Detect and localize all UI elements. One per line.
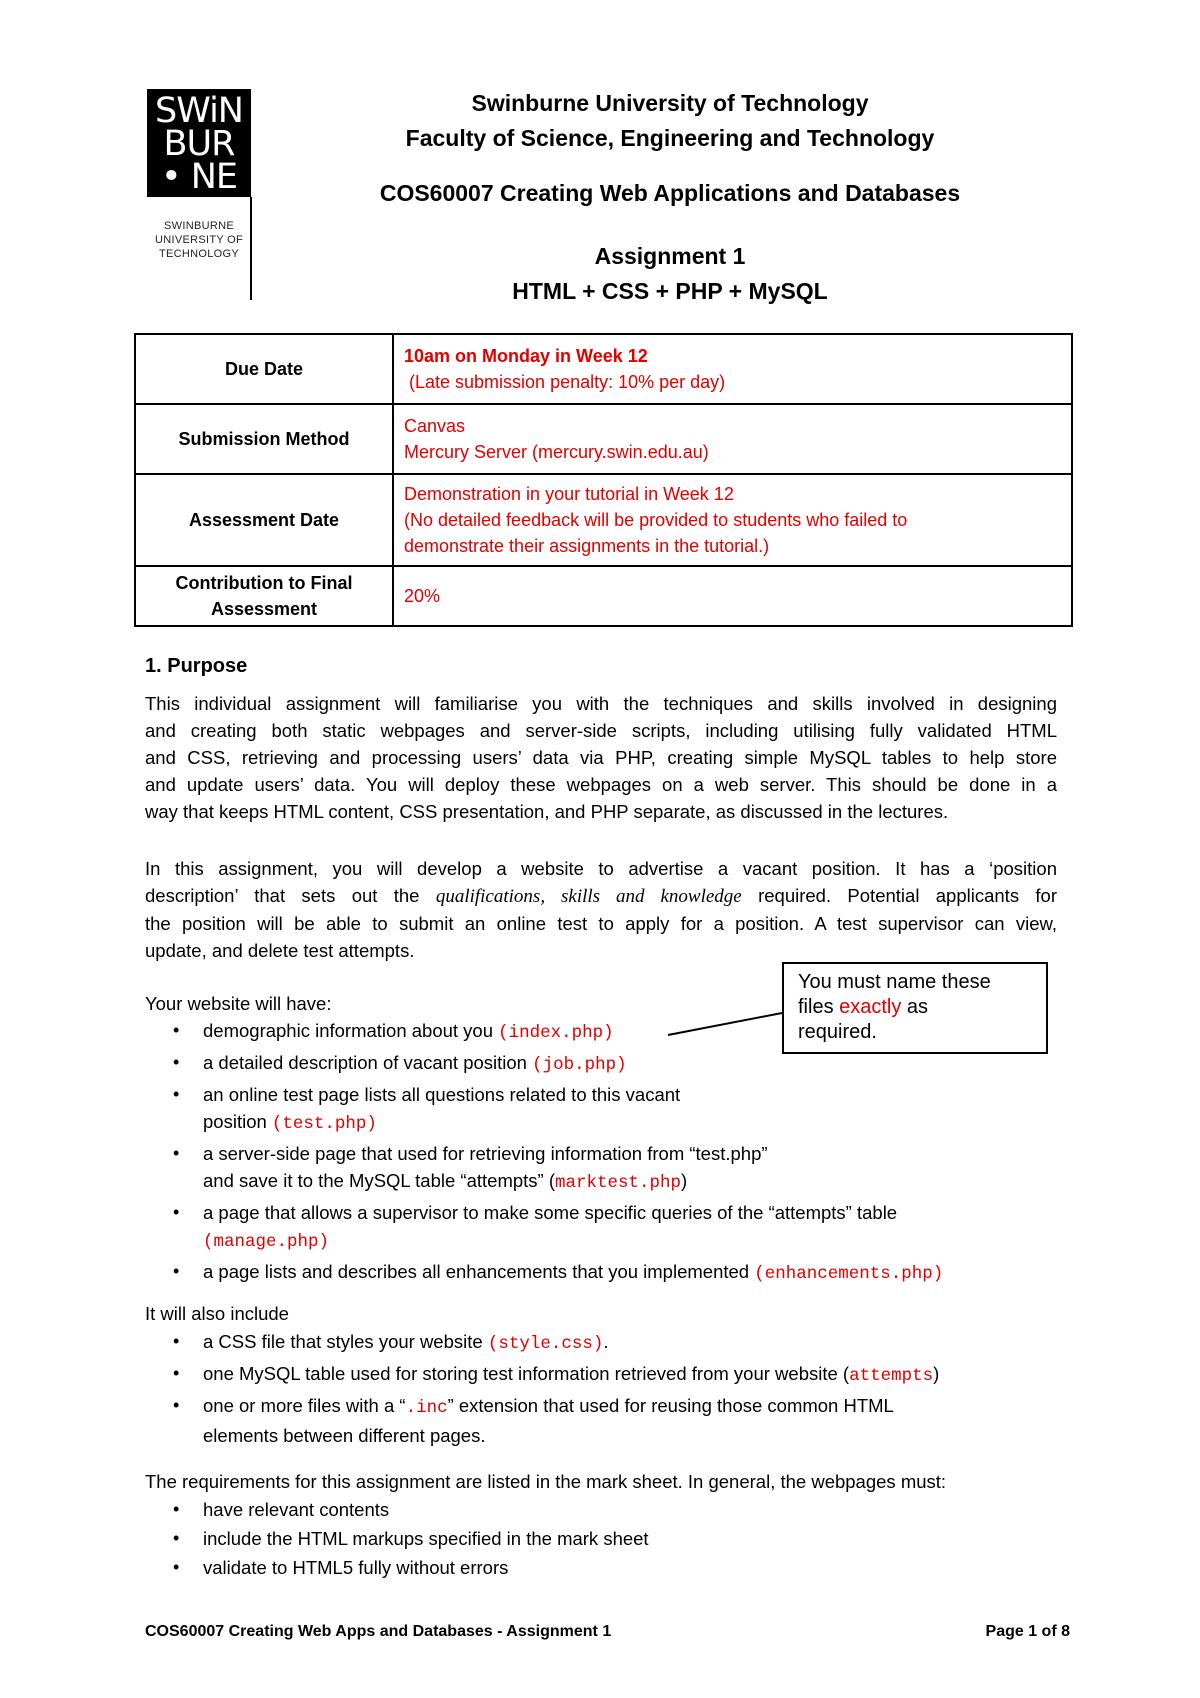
list-item: • a detailed description of vacant position (job.php) (145, 1049, 943, 1079)
also-include-list (145, 1328, 939, 1451)
logo-line-2: BUR (163, 124, 235, 164)
assignment-subtitle: HTML + CSS + PHP + MySQL (512, 278, 828, 304)
purpose-heading: 1. Purpose (145, 655, 248, 677)
assessment-date-label: Assessment Date (135, 474, 393, 566)
faculty-name: Faculty of Science, Engineering and Technology (405, 125, 935, 151)
list-item: • one or more files with a “.inc” extension that used for reusing those common HTML elements between different pages. (145, 1392, 939, 1449)
unit-title: COS60007 Creating Web Applications and Databases (379, 180, 961, 206)
contribution-value: 20% (393, 566, 1072, 626)
logo-line-1: SWiN (155, 91, 243, 131)
list-item: • demographic information about you (index.php) (145, 1017, 943, 1047)
list-item: • one MySQL table used for storing test information retrieved from your website (attempts) (145, 1360, 939, 1390)
list-item: • validate to HTML5 fully without errors (145, 1554, 649, 1581)
list-item: • an online test page lists all questions related to this vacant position (test.php) (145, 1081, 943, 1138)
list-item: • a page lists and describes all enhancements that you implemented (enhancements.php) (145, 1258, 943, 1288)
website-intro: Your website will have: (145, 993, 332, 1014)
logo-line-3: • NE • (160, 157, 238, 229)
assignment-title: Assignment 1 (594, 243, 746, 269)
list-item: • include the HTML markups specified in the mark sheet (145, 1525, 649, 1552)
list-item: • a CSS file that styles your website (style.css). (145, 1328, 939, 1358)
requirements-intro: The requirements for this assignment are listed in the mark sheet. In general, the webpages must: (145, 1471, 947, 1492)
due-date-value: 10am on Monday in Week 12 (Late submission penalty: 10% per day) (393, 334, 1072, 404)
contribution-label: Contribution to Final Assessment (135, 566, 393, 626)
callout-box: You must name these files exactly as required. (782, 962, 1048, 1054)
list-item: • a server-side page that used for retrieving information from “test.php” and save it to the MySQL table “attempts” (marktest.php) (145, 1140, 943, 1197)
list-item: • have relevant contents (145, 1496, 649, 1523)
logo-mark (147, 89, 251, 229)
assessment-date-value: Demonstration in your tutorial in Week 12 (No detailed feedback will be provided to students who failed to demonstrate their assignments in the tutorial.) (393, 474, 1072, 566)
list-item: • a page that allows a supervisor to make some specific queries of the “attempts” table (manage.php) (145, 1199, 943, 1256)
footer-title: COS60007 Creating Web Apps and Databases - Assignment 1 (145, 1623, 612, 1640)
assignment-info-table (134, 333, 1073, 627)
purpose-paragraph-1: This individual assignment will familiarise you with the techniques and skills involved in designing and creating both static webpages and server-side scripts, including utilising fully validated HTML and CSS, retrieving and processing users’ data via PHP, creating simple MySQL tables to help store and update users’ data. You will deploy these webpages on a web server. This should be done in a way that keeps HTML content, CSS presentation, and PHP separate, as discussed in the lectures. (145, 693, 1057, 822)
submission-method-value: Canvas Mercury Server (mercury.swin.edu.au) (393, 404, 1072, 474)
also-include-intro: It will also include (145, 1303, 289, 1324)
university-name: Swinburne University of Technology (471, 90, 869, 116)
requirements-list (145, 1496, 649, 1583)
purpose-paragraph-2: In this assignment, you will develop a website to advertise a vacant position. It has a ‘position description’ that sets out the qualifications, skills and knowledge required. Potential applicants for the position will be able to submit an online test to apply for a position. A test supervisor can view, update, and delete test attempts. (145, 858, 1057, 961)
page-number: Page 1 of 8 (985, 1623, 1070, 1640)
submission-method-label: Submission Method (135, 404, 393, 474)
due-date-label: Due Date (135, 334, 393, 404)
logo-subtext: SWINBURNE UNIVERSITY OF TECHNOLOGY (154, 220, 244, 260)
website-file-list (145, 1017, 943, 1290)
swinburne-logo (147, 89, 251, 300)
